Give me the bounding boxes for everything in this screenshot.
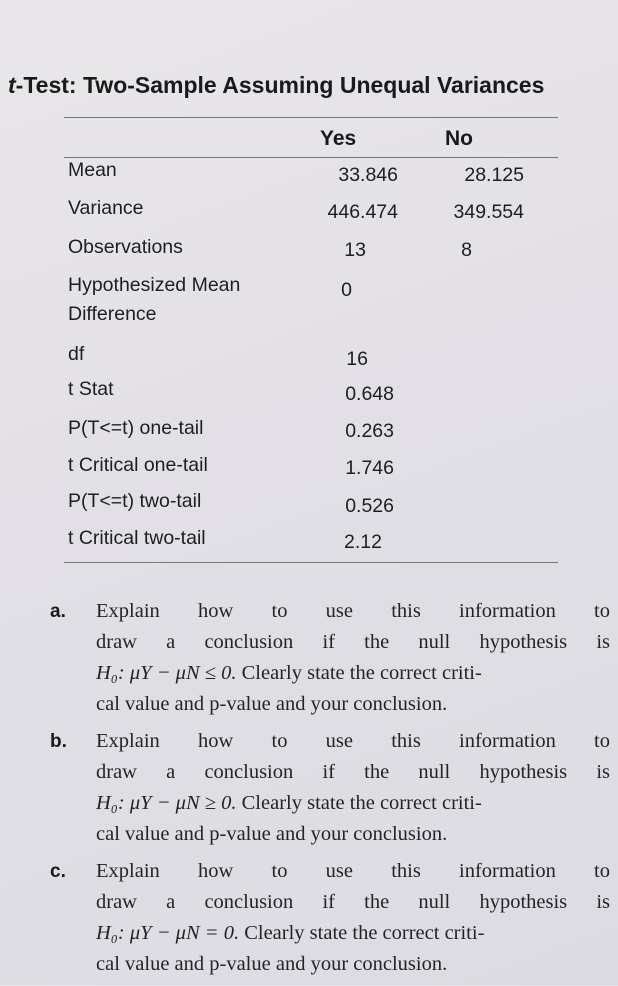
- cell-hypothesized-mean-yes: 0: [341, 279, 352, 301]
- cell-observations-no: 8: [461, 239, 472, 261]
- cell-df-yes: 16: [346, 348, 368, 370]
- column-header-no: No: [445, 127, 473, 150]
- cell-p-one-tail-yes: 0.263: [345, 420, 394, 442]
- table-top-rule: [64, 117, 558, 118]
- cell-t-critical-one-tail-yes: 1.746: [345, 457, 394, 479]
- question-a-line3: [96, 658, 610, 689]
- question-b-line1: Explain how to use this information to: [96, 730, 610, 752]
- question-c-letter: c.: [50, 861, 66, 882]
- question-b-letter: b.: [50, 731, 67, 752]
- cell-mean-yes: 33.846: [338, 164, 398, 186]
- row-label-t-critical-one-tail: t Critical one-tail: [68, 454, 208, 476]
- cell-variance-no: 349.554: [453, 201, 524, 223]
- row-label-p-one-tail: P(T<=t) one-tail: [68, 417, 204, 439]
- row-label-mean: Mean: [68, 159, 117, 181]
- row-label-observations: Observations: [68, 236, 183, 258]
- row-label-df: df: [68, 343, 85, 365]
- question-b-line2: draw a conclusion if the null hypothesis is: [96, 761, 610, 783]
- question-a: [50, 596, 610, 720]
- title-rest: -Test: Two-Sample Assuming Unequal Variances: [15, 72, 545, 98]
- cell-t-stat-yes: 0.648: [345, 383, 394, 405]
- cell-variance-yes: 446.474: [327, 201, 398, 223]
- question-b-line3: [96, 788, 610, 819]
- question-b-line3-rest: Clearly state the correct criti-: [236, 792, 482, 814]
- question-list: [50, 596, 610, 986]
- row-label-hypothesized-mean-line2: Difference: [68, 303, 157, 325]
- column-header-yes: Yes: [320, 127, 357, 150]
- question-a-hypothesis: H₀: μY − μN ≤ 0.: [96, 662, 237, 684]
- row-label-variance: Variance: [68, 197, 144, 219]
- cell-observations-yes: 13: [344, 239, 366, 261]
- question-a-line3-rest: Clearly state the correct criti-: [236, 662, 482, 684]
- cell-mean-no: 28.125: [464, 164, 524, 186]
- cell-t-critical-two-tail-yes: 2.12: [344, 531, 382, 553]
- row-label-t-stat: t Stat: [68, 378, 114, 400]
- question-a-letter: a.: [50, 601, 66, 622]
- question-c-line4: cal value and p-value and your conclusion.: [96, 953, 448, 975]
- question-c-line2: draw a conclusion if the null hypothesis is: [96, 891, 610, 913]
- question-a-line4: cal value and p-value and your conclusion.: [96, 693, 448, 715]
- question-b-hypothesis: H₀: μY − μN ≥ 0.: [96, 792, 237, 814]
- cell-p-two-tail-yes: 0.526: [345, 495, 394, 517]
- question-b-line4: cal value and p-value and your conclusion.: [96, 823, 448, 845]
- question-c-line3: [96, 918, 610, 949]
- question-a-line1: Explain how to use this information to: [96, 600, 610, 622]
- row-label-p-two-tail: P(T<=t) two-tail: [68, 490, 202, 512]
- table-bottom-rule: [64, 562, 558, 563]
- row-label-hypothesized-mean-line1: Hypothesized Mean: [68, 274, 241, 296]
- question-b: [50, 726, 610, 850]
- table-header-rule: [64, 157, 558, 158]
- row-label-t-critical-two-tail: t Critical two-tail: [68, 527, 206, 549]
- question-c-hypothesis: H₀: μY − μN = 0.: [96, 922, 240, 944]
- question-a-line2: draw a conclusion if the null hypothesis is: [96, 631, 610, 653]
- question-c-line3-rest: Clearly state the correct criti-: [239, 922, 485, 944]
- question-c: [50, 856, 610, 980]
- page-title: [8, 72, 544, 99]
- question-c-line1: Explain how to use this information to: [96, 860, 610, 882]
- title-t-italic: t: [8, 72, 16, 98]
